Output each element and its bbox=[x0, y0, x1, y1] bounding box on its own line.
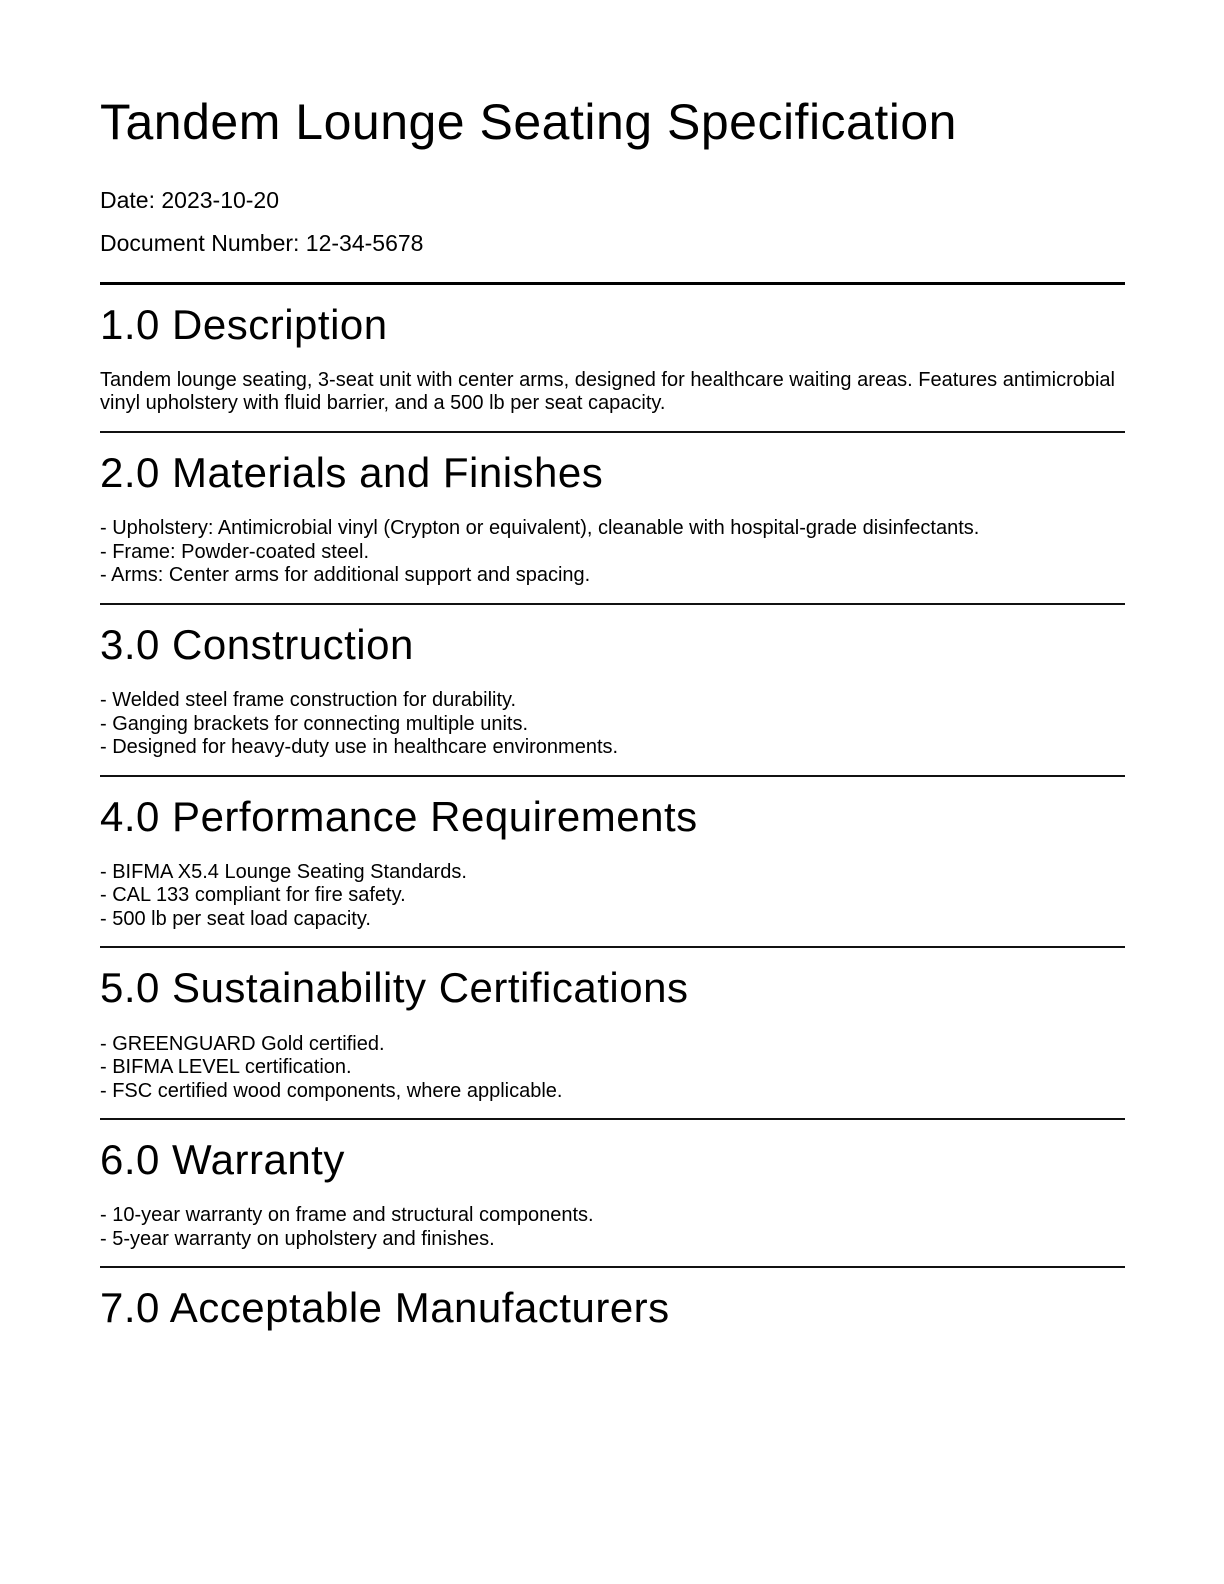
title-divider bbox=[100, 282, 1125, 285]
list-item: - 5-year warranty on upholstery and finishes. bbox=[100, 1227, 495, 1250]
section-4-list bbox=[100, 861, 1125, 932]
section-1-heading: 1.0 Description bbox=[100, 300, 388, 348]
list-item: - 10-year warranty on frame and structural components. bbox=[100, 1204, 594, 1227]
section-2-heading: 2.0 Materials and Finishes bbox=[100, 448, 604, 496]
section-5-heading: 5.0 Sustainability Certifications bbox=[100, 964, 689, 1012]
section-divider bbox=[100, 1118, 1125, 1120]
list-item: - FSC certified wood components, where applicable. bbox=[100, 1079, 563, 1102]
section-7-heading: 7.0 Acceptable Manufacturers bbox=[100, 1284, 670, 1332]
date-line: Date: 2023-10-20 bbox=[100, 186, 280, 213]
section-divider bbox=[100, 1266, 1125, 1268]
section-divider bbox=[100, 431, 1125, 433]
document-title: Tandem Lounge Seating Specification bbox=[100, 94, 957, 150]
list-item: - BIFMA X5.4 Lounge Seating Standards. bbox=[100, 860, 467, 883]
section-1-paragraph: Tandem lounge seating, 3-seat unit with center arms, designed for healthcare waiting areas. Features antimicrobial vinyl upholstery with fluid barrier, and a 500 lb per seat capacity. bbox=[100, 368, 1115, 415]
section-3-heading: 3.0 Construction bbox=[100, 620, 414, 668]
section-divider bbox=[100, 775, 1125, 777]
list-item: - Arms: Center arms for additional support and spacing. bbox=[100, 564, 591, 587]
section-divider bbox=[100, 603, 1125, 605]
list-item: - GREENGUARD Gold certified. bbox=[100, 1032, 385, 1055]
list-item: - CAL 133 compliant for fire safety. bbox=[100, 884, 406, 907]
list-item: - Upholstery: Antimicrobial vinyl (Crypton or equivalent), cleanable with hospital-grade disinfectants. bbox=[100, 517, 980, 540]
section-5-list bbox=[100, 1033, 1125, 1104]
section-3-list bbox=[100, 689, 1125, 760]
list-item: - Designed for heavy-duty use in healthcare environments. bbox=[100, 736, 619, 759]
list-item: - 500 lb per seat load capacity. bbox=[100, 907, 371, 930]
document-number-line: Document Number: 12-34-5678 bbox=[100, 230, 424, 257]
list-item: - BIFMA LEVEL certification. bbox=[100, 1056, 352, 1079]
list-item: - Welded steel frame construction for durability. bbox=[100, 689, 517, 712]
section-divider bbox=[100, 946, 1125, 948]
section-2-list bbox=[100, 517, 1125, 588]
section-6-heading: 6.0 Warranty bbox=[100, 1136, 345, 1184]
section-6-list bbox=[100, 1204, 1125, 1251]
section-4-heading: 4.0 Performance Requirements bbox=[100, 792, 698, 840]
list-item: - Frame: Powder-coated steel. bbox=[100, 540, 369, 563]
list-item: - Ganging brackets for connecting multiple units. bbox=[100, 712, 528, 735]
